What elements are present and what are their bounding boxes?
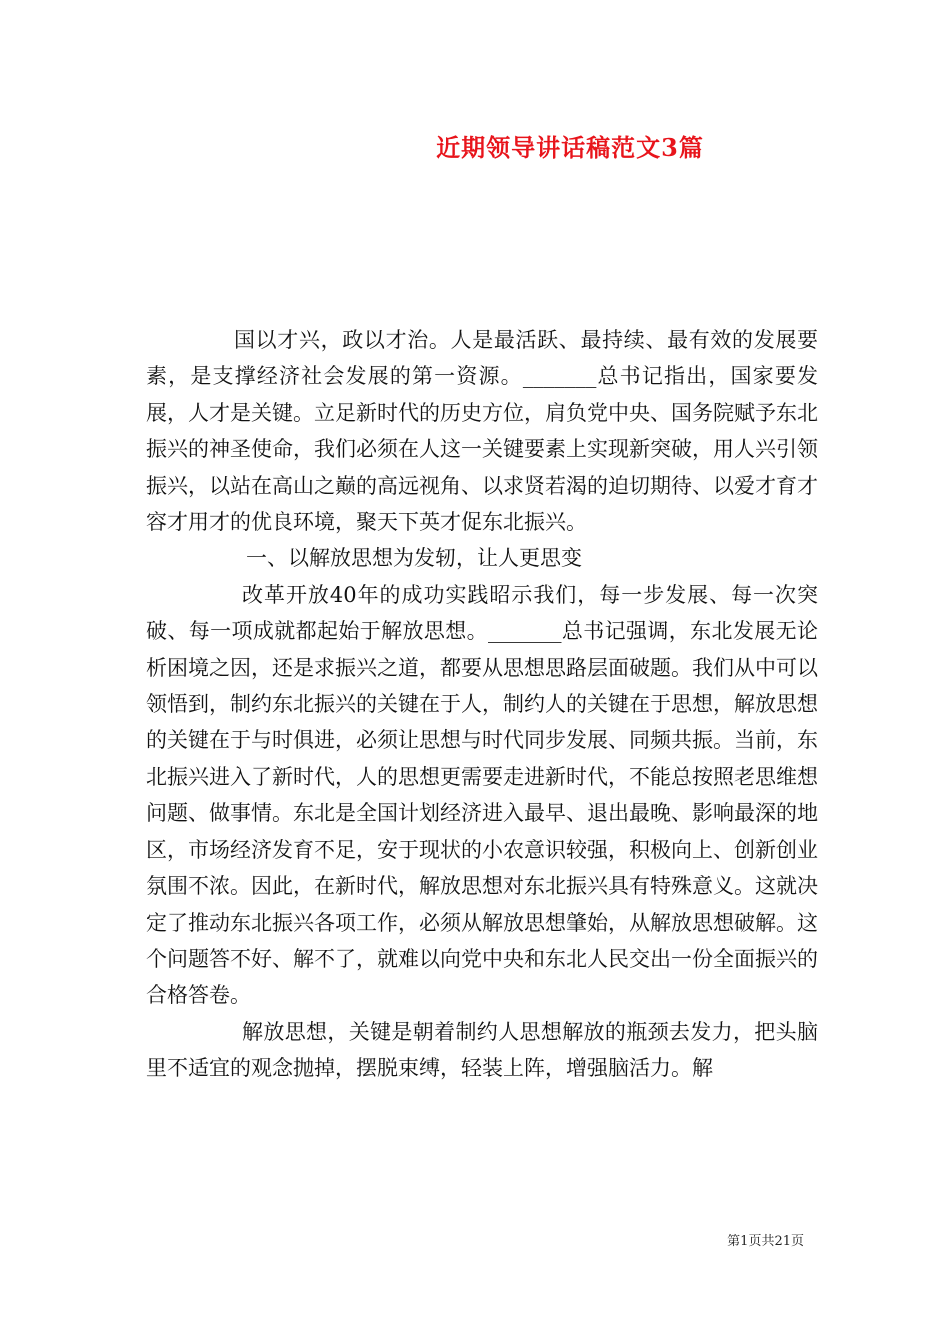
document-body xyxy=(146,322,818,1087)
paragraph-body: 改革开放40年的成功实践昭示我们，每一步发展、每一次突破、每一项成就都起始于解放思想。_______总书记强调，东北发展无论析困境之因，还是求振兴之道，都要从思想思路层面破题。我们从中可以领悟到，制约东北振兴的关键在于人，制约人的关键在于思想，解放思想的关键在于与时俱进，必须让思想与时代同步发展、同频共振。当前，东北振兴进入了新时代，人的思想更需要走进新时代，不能总按照老思维想问题、做事情。东北是全国计划经济进入最早、退出最晚、影响最深的地区，市场经济发育不足，安于现状的小农意识较强，积极向上、创新创业氛围不浓。因此，在新时代，解放思想对东北振兴具有特殊意义。这就决定了推动东北振兴各项工作，必须从解放思想肇始，从解放思想破解。这个问题答不好、解不了，就难以向党中央和东北人民交出一份全面振兴的合格答卷。 xyxy=(146,582,818,1008)
section-heading: 一、以解放思想为发轫，让人更思变 xyxy=(246,546,582,571)
paragraph-intro: 国以才兴，政以才治。人是最活跃、最持续、最有效的发展要素，是支撑经济社会发展的第一资源。_______总书记指出，国家要发展，人才是关键。立足新时代的历史方位，肩负党中央、国务院赋予东北振兴的神圣使命，我们必须在人这一关键要素上实现新突破，用人兴引领振兴，以站在高山之巅的高远视角、以求贤若渴的迫切期待、以爱才育才容才用才的优良环境，聚天下英才促东北振兴。 xyxy=(146,328,818,535)
page-number: 第1页共21页 xyxy=(727,1234,804,1249)
document-title: 近期领导讲话稿范文3篇 xyxy=(436,133,704,162)
paragraph-body: 解放思想，关键是朝着制约人思想解放的瓶颈去发力，把头脑里不适宜的观念抛掉，摆脱束缚，轻装上阵，增强脑活力。解 xyxy=(146,1019,818,1081)
